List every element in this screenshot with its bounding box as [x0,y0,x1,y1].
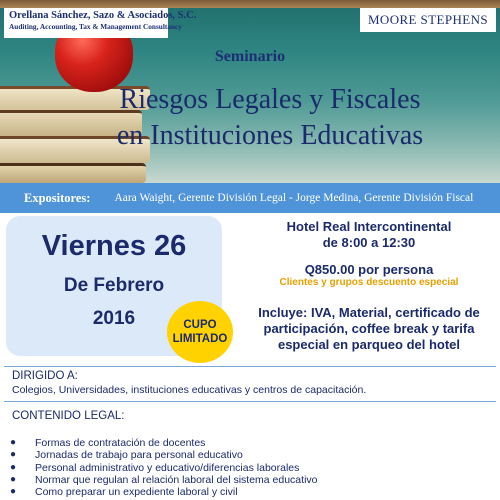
bullet-icon: ● [10,473,17,485]
badge-line-2: LIMITADO [172,333,228,345]
includes-line-1: Incluye: IVA, Material, certificado de [258,305,480,320]
title-line-1: Riesgos Legales y Fiscales [119,84,421,115]
divider-1 [4,366,496,367]
bullet-icon: ● [10,461,17,473]
includes-info [238,305,500,353]
venue-name: Hotel Real Intercontinental [286,219,452,234]
topic-text: Como preparar un expediente laboral y civil [35,486,238,499]
event-day: Viernes 26 [41,230,187,262]
partner-logo [360,8,496,32]
list-item [8,486,488,498]
badge-line-1: CUPO [183,319,217,331]
bullet-icon: ● [10,486,17,498]
venue-info [238,219,500,251]
bullet-icon: ● [10,449,17,461]
topic-text: Jornadas de trabajo para personal educativo [35,449,243,462]
chalkboard-frame [0,0,500,8]
list-item [8,462,488,474]
audience-heading: DIRIGIDO A: [12,370,78,382]
firm-name: Orellana Sánchez, Sazo & Asociados, S.C. [9,10,197,21]
event-year: 2016 [92,308,136,329]
audience-text: Colegios, Universidades, instituciones educativas y centros de capacitación. [12,384,367,396]
discount-note: Clientes y grupos descuento especial [279,277,459,288]
price: Q850.00 por persona [304,262,434,277]
speakers-names: Aara Waight, Gerente División Legal - Jorge Medina, Gerente División Fiscal [114,192,474,204]
firm-tagline: Auditing, Accounting, Tax & Management Consultancy [9,22,182,31]
seminar-title [100,82,440,154]
includes-line-2: participación, coffee break y tarifa [263,321,475,336]
event-type: Seminario [214,48,286,65]
legal-topics-list [8,437,488,498]
includes-line-3: especial en parqueo del hotel [277,337,461,352]
event-month: De Febrero [63,275,165,296]
list-item [8,449,488,461]
list-item [8,437,488,449]
firm-logo [4,8,197,38]
topic-text: Formas de contratación de docentes [35,437,206,449]
list-item [8,474,488,486]
topic-text: Normar que regulan al relación laboral del sistema educativo [35,473,318,486]
divider-2 [4,401,496,402]
bullet-icon: ● [10,437,17,448]
limited-seats-badge [167,301,233,363]
partner-logo-text: MOORE STEPHENS [367,12,489,27]
event-time: de 8:00 a 12:30 [322,235,416,250]
topic-text: Personal administrativo y educativo/diferencias laborales [35,461,300,474]
title-line-2: en Instituciones Educativas [116,120,424,151]
speakers-label: Expositores: [24,190,91,205]
legal-content-heading: CONTENIDO LEGAL: [12,410,125,422]
header-banner [0,0,500,183]
speakers-bar [0,183,500,213]
book-4 [0,163,146,183]
